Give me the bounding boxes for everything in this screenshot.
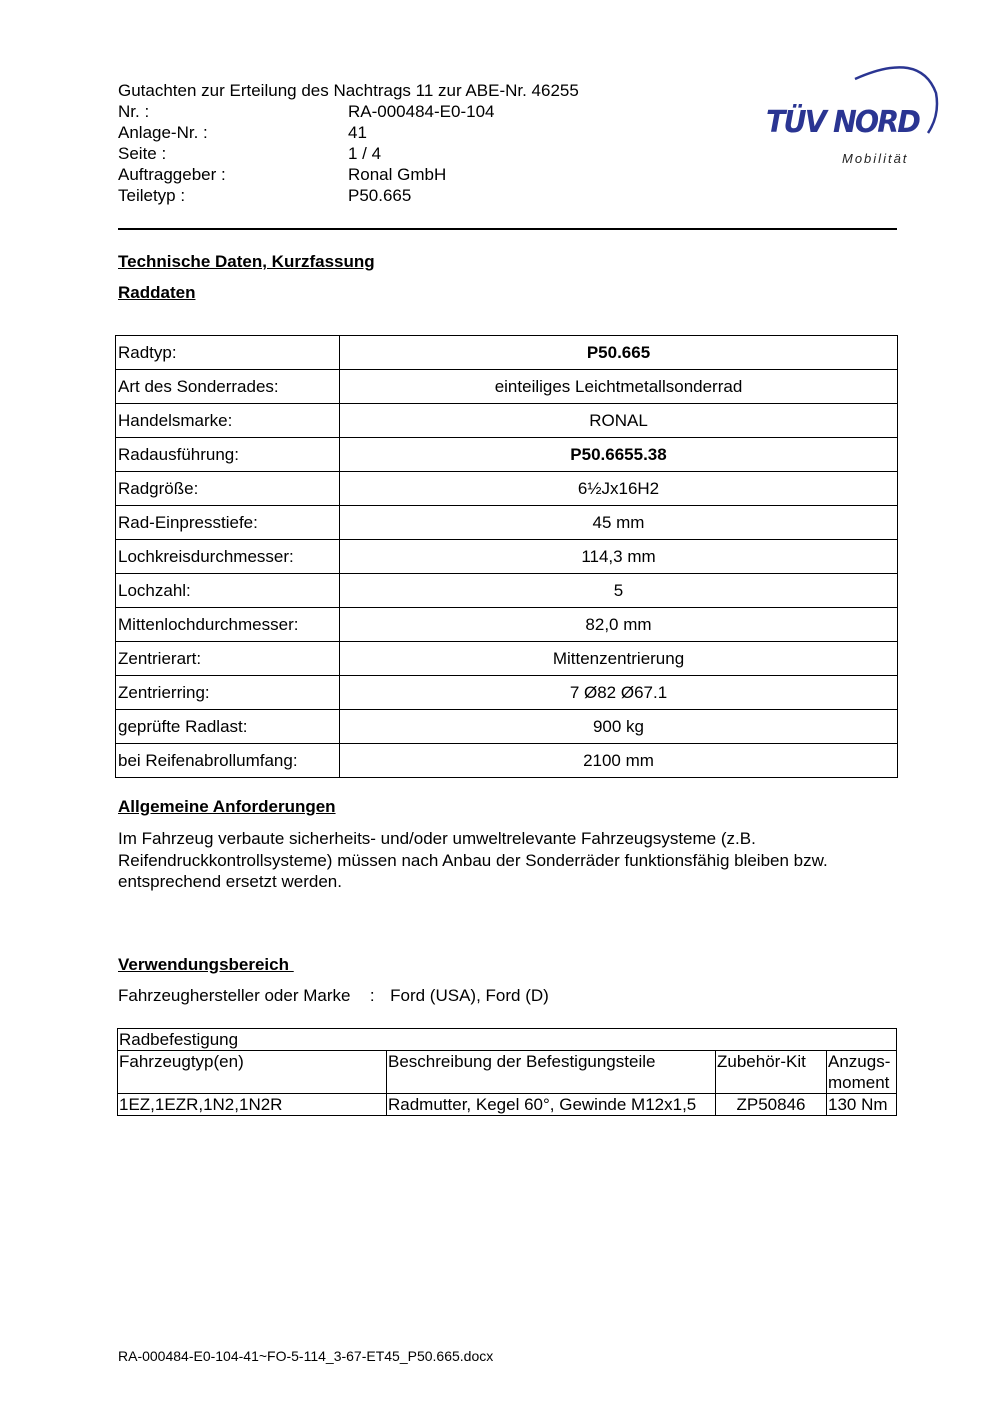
hersteller-label: Fahrzeughersteller oder Marke bbox=[118, 986, 351, 1005]
header-row-anlage bbox=[118, 122, 638, 143]
footer-filename: RA-000484-E0-104-41~FO-5-114_3-67-ET45_P50.665.docx bbox=[118, 1348, 494, 1364]
hersteller-separator: : bbox=[369, 986, 375, 1005]
header-row-auftraggeber bbox=[118, 164, 638, 185]
header-row-nr bbox=[118, 101, 638, 122]
logo-subtitle: Mobilität bbox=[842, 151, 909, 166]
document-title-text: Gutachten zur Erteilung des Nachtrags 11 zur ABE-Nr. 46255 bbox=[118, 81, 579, 100]
raddaten-key: Zentrierart: bbox=[116, 642, 340, 676]
raddaten-value: 2100 mm bbox=[340, 744, 898, 778]
raddaten-key: Radausführung: bbox=[116, 438, 340, 472]
header-label: Anlage-Nr. : bbox=[118, 123, 208, 142]
header-value: 1 / 4 bbox=[348, 144, 382, 163]
raddaten-value: 7 Ø82 Ø67.1 bbox=[340, 676, 898, 710]
raddaten-value: 6½Jx16H2 bbox=[340, 472, 898, 506]
raddaten-key: Art des Sonderrades: bbox=[116, 370, 340, 404]
section-heading-verwendungsbereich: Verwendungsbereich bbox=[118, 955, 294, 974]
raddaten-key: Zentrierring: bbox=[116, 676, 340, 710]
table-row bbox=[116, 370, 898, 404]
raddaten-value: P50.6655.38 bbox=[340, 438, 898, 472]
cell-fahrzeugtyp: 1EZ,1EZR,1N2,1N2R bbox=[118, 1094, 387, 1116]
table-row bbox=[116, 472, 898, 506]
column-header-beschreibung: Beschreibung der Befestigungsteile bbox=[387, 1051, 716, 1094]
table-row bbox=[118, 1094, 897, 1116]
raddaten-value: einteiliges Leichtmetallsonderrad bbox=[340, 370, 898, 404]
tuev-nord-logo bbox=[760, 55, 945, 175]
raddaten-key: Rad-Einpresstiefe: bbox=[116, 506, 340, 540]
header-label: Auftraggeber : bbox=[118, 165, 226, 184]
section-heading-technische-daten: Technische Daten, Kurzfassung bbox=[118, 252, 375, 271]
header-label: Teiletyp : bbox=[118, 186, 186, 205]
raddaten-key: Radgröße: bbox=[116, 472, 340, 506]
raddaten-key: Radtyp: bbox=[116, 336, 340, 370]
cell-anzugsmoment: 130 Nm bbox=[827, 1094, 897, 1116]
logo-text: TÜV NORD bbox=[766, 105, 920, 140]
header-value: Ronal GmbH bbox=[348, 165, 447, 184]
raddaten-value: 82,0 mm bbox=[340, 608, 898, 642]
table-row bbox=[116, 438, 898, 472]
raddaten-value: P50.665 bbox=[340, 336, 898, 370]
header-value: RA-000484-E0-104 bbox=[348, 102, 495, 121]
table-row bbox=[116, 404, 898, 438]
raddaten-key: Mittenlochdurchmesser: bbox=[116, 608, 340, 642]
raddaten-value: 5 bbox=[340, 574, 898, 608]
anforderungen-text: Im Fahrzeug verbaute sicherheits- und/oder umweltrelevante Fahrzeugsysteme (z.B. Reifendruckkontrollsysteme) müssen nach Anbau der Sonderräder funktionsfähig bleiben bzw. entsprechend ersetzt werden. bbox=[118, 829, 828, 891]
table-row bbox=[116, 540, 898, 574]
document-title bbox=[118, 80, 638, 101]
hersteller-value: Ford (USA), Ford (D) bbox=[390, 986, 549, 1005]
header-label: Seite : bbox=[118, 144, 167, 163]
table-title-row bbox=[118, 1029, 897, 1051]
table-row bbox=[116, 506, 898, 540]
table-row bbox=[116, 336, 898, 370]
table-header-row bbox=[118, 1051, 897, 1094]
header-label: Nr. : bbox=[118, 102, 150, 121]
table-title: Radbefestigung bbox=[118, 1029, 897, 1051]
raddaten-key: Lochzahl: bbox=[116, 574, 340, 608]
raddaten-table bbox=[115, 335, 898, 778]
raddaten-value: 45 mm bbox=[340, 506, 898, 540]
cell-zubehoer-kit: ZP50846 bbox=[716, 1094, 827, 1116]
header-value: 41 bbox=[348, 123, 367, 142]
header-divider bbox=[118, 228, 897, 230]
raddaten-key: Lochkreisdurchmesser: bbox=[116, 540, 340, 574]
column-header-fahrzeugtyp: Fahrzeugtyp(en) bbox=[118, 1051, 387, 1094]
table-row bbox=[116, 642, 898, 676]
table-row bbox=[116, 710, 898, 744]
cell-beschreibung: Radmutter, Kegel 60°, Gewinde M12x1,5 bbox=[387, 1094, 716, 1116]
raddaten-value: 900 kg bbox=[340, 710, 898, 744]
column-header-zubehoer-kit: Zubehör-Kit bbox=[716, 1051, 827, 1094]
section-heading-raddaten: Raddaten bbox=[118, 283, 196, 302]
radbefestigung-table bbox=[117, 1028, 897, 1116]
raddaten-value: 114,3 mm bbox=[340, 540, 898, 574]
raddaten-key: Handelsmarke: bbox=[116, 404, 340, 438]
header-value: P50.665 bbox=[348, 186, 412, 205]
hersteller-row bbox=[118, 986, 549, 1006]
header-row-seite bbox=[118, 143, 638, 164]
raddaten-key: bei Reifenabrollumfang: bbox=[116, 744, 340, 778]
raddaten-key: geprüfte Radlast: bbox=[116, 710, 340, 744]
column-header-anzugsmoment: Anzugs-moment bbox=[827, 1051, 897, 1094]
table-row bbox=[116, 676, 898, 710]
section-heading-anforderungen: Allgemeine Anforderungen bbox=[118, 797, 336, 816]
header-row-teiletyp bbox=[118, 185, 638, 206]
table-row bbox=[116, 608, 898, 642]
raddaten-value: Mittenzentrierung bbox=[340, 642, 898, 676]
table-row bbox=[116, 744, 898, 778]
table-row bbox=[116, 574, 898, 608]
raddaten-value: RONAL bbox=[340, 404, 898, 438]
